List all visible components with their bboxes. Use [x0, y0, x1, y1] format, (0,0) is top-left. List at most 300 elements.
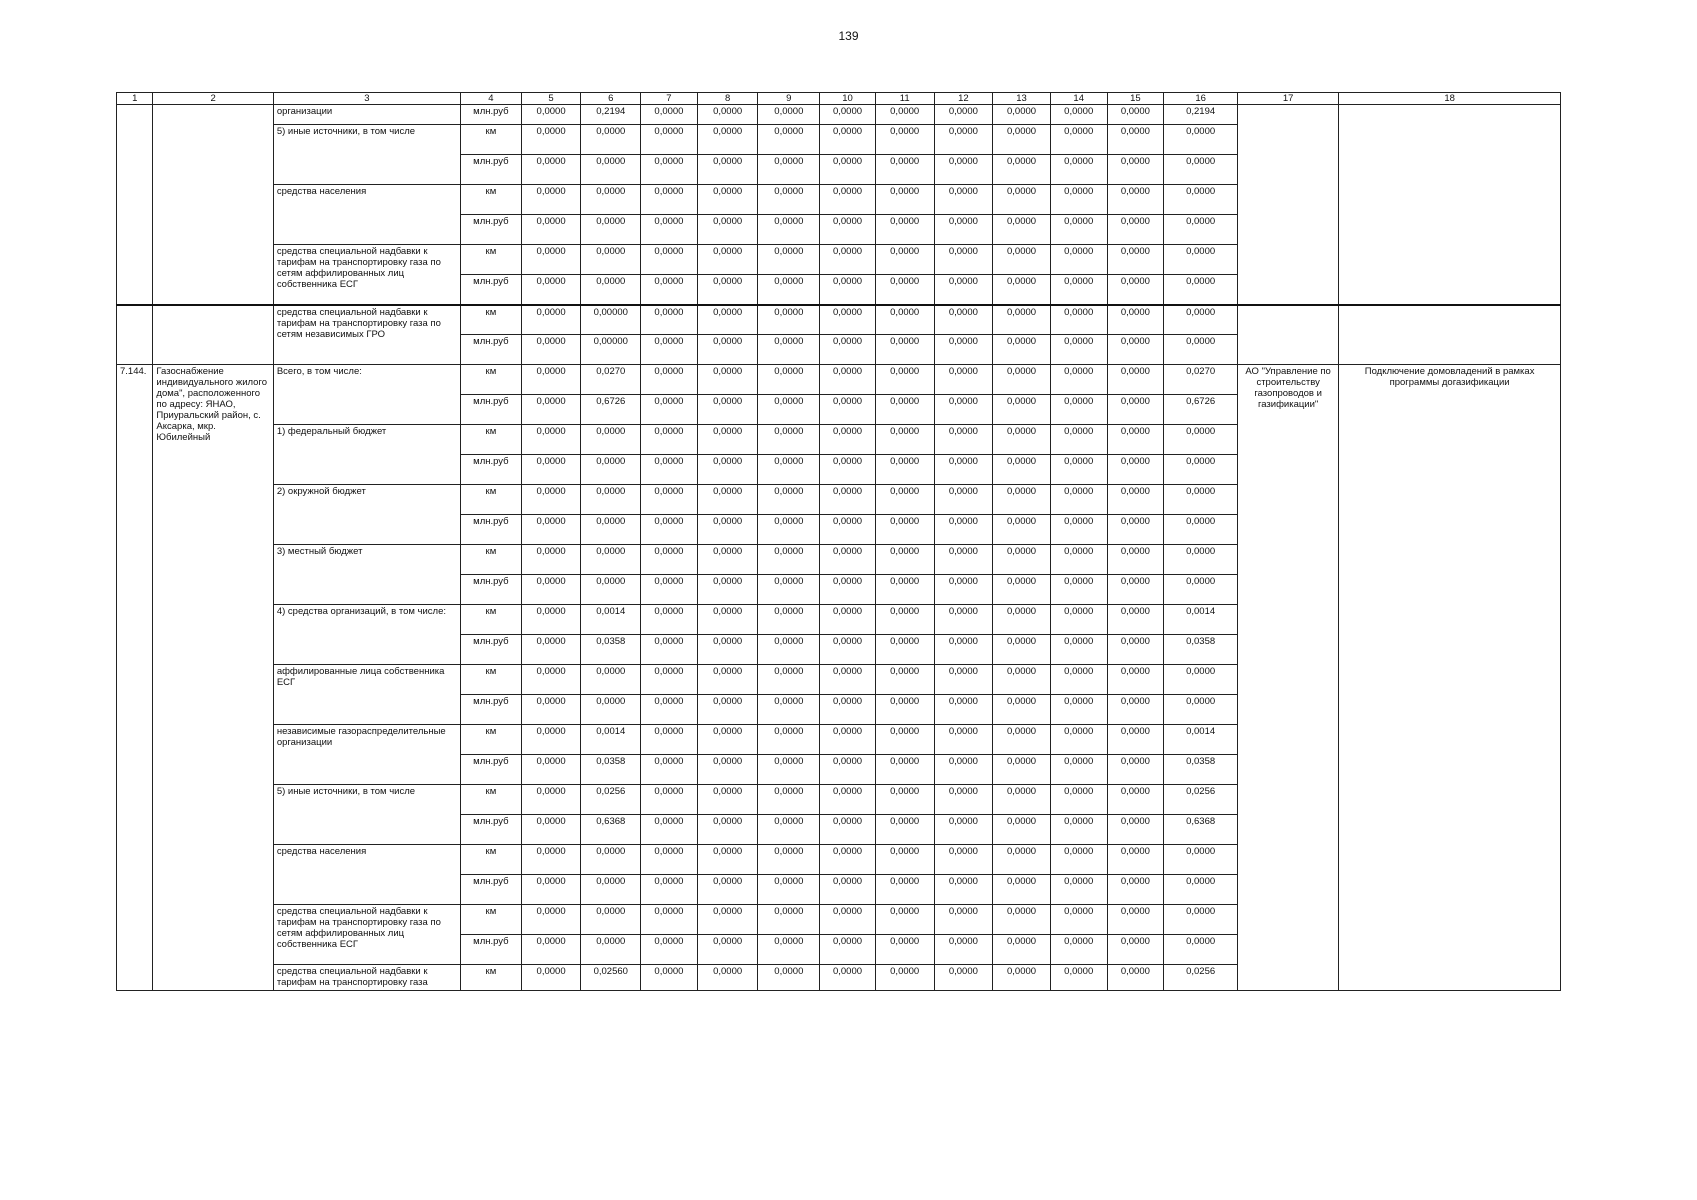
value-cell: 0,0000: [1164, 155, 1238, 185]
value-cell: 0,0000: [1107, 185, 1164, 215]
value-cell: 0,0000: [820, 935, 876, 965]
value-cell: 0,0000: [875, 815, 934, 845]
value-cell: 0,0000: [641, 605, 698, 635]
value-cell: 0,0000: [1164, 545, 1238, 575]
object-name-cell: [153, 105, 273, 305]
value-cell: 0,0000: [993, 485, 1051, 515]
value-cell: 0,0000: [1164, 515, 1238, 545]
value-cell: 0,0000: [581, 575, 641, 605]
value-cell: 0,0000: [1164, 845, 1238, 875]
source-label-cell: средства специальной надбавки к тарифам на транспортировку газа по сетям аффилированных лиц собственника ЕСГ: [273, 905, 460, 965]
value-cell: 0,0000: [875, 245, 934, 275]
value-cell: 0,0000: [697, 905, 758, 935]
value-cell: 0,0000: [993, 245, 1051, 275]
value-cell: 0,0000: [875, 395, 934, 425]
column-number-8: 8: [697, 93, 758, 105]
value-cell: 0,0000: [758, 755, 820, 785]
value-cell: 0,0000: [521, 605, 581, 635]
value-cell: 0,0014: [1164, 725, 1238, 755]
value-cell: 0,0358: [581, 635, 641, 665]
source-label-cell: независимые газораспределительные организации: [273, 725, 460, 785]
row-number-cell: [117, 305, 153, 365]
value-cell: 0,0000: [934, 635, 993, 665]
value-cell: 0,0000: [1107, 845, 1164, 875]
value-cell: 0,0000: [820, 815, 876, 845]
value-cell: 0,0000: [993, 575, 1051, 605]
value-cell: 0,0000: [993, 395, 1051, 425]
value-cell: 0,0000: [758, 695, 820, 725]
value-cell: 0,00000: [581, 335, 641, 365]
value-cell: 0,0000: [875, 105, 934, 125]
value-cell: 0,0000: [521, 305, 581, 335]
value-cell: 0,0000: [1107, 605, 1164, 635]
value-cell: 0,0000: [581, 425, 641, 455]
value-cell: 0,0000: [1107, 245, 1164, 275]
value-cell: 0,0000: [697, 365, 758, 395]
value-cell: 0,0000: [1107, 965, 1164, 991]
source-label-cell: средства специальной надбавки к тарифам на транспортировку газа по сетям аффилированных лиц собственника ЕСГ: [273, 245, 460, 305]
column-number-16: 16: [1164, 93, 1238, 105]
unit-cell: км: [461, 545, 522, 575]
value-cell: 0,0000: [697, 935, 758, 965]
value-cell: 0,0000: [1107, 335, 1164, 365]
value-cell: 0,0000: [993, 215, 1051, 245]
value-cell: 0,0000: [697, 965, 758, 991]
value-cell: 0,0000: [758, 105, 820, 125]
value-cell: 0,0000: [641, 245, 698, 275]
value-cell: 0,0000: [1164, 335, 1238, 365]
value-cell: 0,0000: [993, 965, 1051, 991]
column-number-5: 5: [521, 93, 581, 105]
value-cell: 0,0000: [521, 815, 581, 845]
source-label-cell: средства населения: [273, 845, 460, 905]
value-cell: 0,0000: [697, 275, 758, 305]
value-cell: 0,0000: [934, 905, 993, 935]
note-cell: [1339, 305, 1561, 365]
value-cell: 0,0000: [875, 605, 934, 635]
value-cell: 0,0000: [1107, 365, 1164, 395]
note-cell: Подключение домовладений в рамках программы догазификации: [1339, 365, 1561, 991]
value-cell: 0,0000: [1164, 935, 1238, 965]
value-cell: 0,0000: [1164, 215, 1238, 245]
value-cell: 0,02560: [581, 965, 641, 991]
value-cell: 0,0000: [758, 575, 820, 605]
value-cell: 0,0000: [875, 755, 934, 785]
value-cell: 0,0000: [697, 845, 758, 875]
value-cell: 0,0000: [934, 395, 993, 425]
value-cell: 0,6726: [581, 395, 641, 425]
value-cell: 0,0000: [875, 515, 934, 545]
value-cell: 0,0256: [1164, 965, 1238, 991]
value-cell: 0,0000: [1050, 105, 1107, 125]
value-cell: 0,0000: [641, 425, 698, 455]
value-cell: 0,0000: [521, 455, 581, 485]
unit-cell: км: [461, 605, 522, 635]
value-cell: 0,0000: [934, 815, 993, 845]
value-cell: 0,0000: [993, 785, 1051, 815]
row-number-cell: [117, 105, 153, 305]
value-cell: 0,0000: [875, 905, 934, 935]
unit-cell: млн.руб: [461, 155, 522, 185]
source-label-cell: организации: [273, 105, 460, 125]
value-cell: 0,0000: [875, 785, 934, 815]
value-cell: 0,2194: [581, 105, 641, 125]
value-cell: 0,0000: [521, 635, 581, 665]
value-cell: 0,0000: [934, 605, 993, 635]
value-cell: 0,0358: [1164, 755, 1238, 785]
unit-cell: км: [461, 725, 522, 755]
value-cell: 0,0000: [697, 425, 758, 455]
value-cell: 0,0000: [993, 185, 1051, 215]
value-cell: 0,0000: [758, 245, 820, 275]
table-row: [117, 305, 1561, 335]
value-cell: 0,0000: [875, 695, 934, 725]
value-cell: 0,0000: [934, 105, 993, 125]
value-cell: 0,0000: [521, 905, 581, 935]
value-cell: 0,0000: [641, 155, 698, 185]
column-number-18: 18: [1339, 93, 1561, 105]
value-cell: 0,0000: [641, 815, 698, 845]
value-cell: 0,0000: [875, 125, 934, 155]
value-cell: 0,0000: [820, 515, 876, 545]
value-cell: 0,0000: [1050, 275, 1107, 305]
value-cell: 0,0000: [993, 305, 1051, 335]
value-cell: 0,0000: [641, 965, 698, 991]
value-cell: 0,0000: [1050, 635, 1107, 665]
value-cell: 0,0000: [641, 305, 698, 335]
value-cell: 0,0000: [758, 665, 820, 695]
value-cell: 0,0000: [758, 125, 820, 155]
value-cell: 0,0000: [697, 785, 758, 815]
value-cell: 0,0000: [1107, 725, 1164, 755]
value-cell: 0,0000: [521, 245, 581, 275]
unit-cell: км: [461, 425, 522, 455]
unit-cell: км: [461, 245, 522, 275]
value-cell: 0,0000: [934, 725, 993, 755]
financing-table: [116, 92, 1561, 991]
value-cell: 0,0000: [875, 875, 934, 905]
value-cell: 0,0000: [993, 875, 1051, 905]
value-cell: 0,0270: [581, 365, 641, 395]
unit-cell: км: [461, 845, 522, 875]
value-cell: 0,0000: [697, 395, 758, 425]
value-cell: 0,0000: [758, 635, 820, 665]
value-cell: 0,0000: [1107, 485, 1164, 515]
value-cell: 0,0000: [875, 545, 934, 575]
value-cell: 0,0000: [820, 275, 876, 305]
value-cell: 0,0000: [521, 335, 581, 365]
value-cell: 0,0000: [697, 185, 758, 215]
value-cell: 0,0000: [641, 635, 698, 665]
value-cell: 0,0000: [641, 755, 698, 785]
value-cell: 0,0000: [521, 545, 581, 575]
value-cell: 0,0000: [875, 845, 934, 875]
value-cell: 0,0000: [697, 815, 758, 845]
value-cell: 0,6368: [581, 815, 641, 845]
value-cell: 0,0000: [875, 185, 934, 215]
column-number-15: 15: [1107, 93, 1164, 105]
value-cell: 0,0014: [581, 605, 641, 635]
value-cell: 0,0000: [993, 275, 1051, 305]
value-cell: 0,0000: [934, 245, 993, 275]
source-label-cell: 1) федеральный бюджет: [273, 425, 460, 485]
value-cell: 0,0000: [820, 105, 876, 125]
value-cell: 0,0000: [758, 905, 820, 935]
value-cell: 0,0000: [641, 515, 698, 545]
value-cell: 0,0000: [993, 605, 1051, 635]
value-cell: 0,0000: [875, 455, 934, 485]
unit-cell: млн.руб: [461, 875, 522, 905]
value-cell: 0,0000: [1107, 665, 1164, 695]
value-cell: 0,0000: [521, 515, 581, 545]
value-cell: 0,0000: [1050, 485, 1107, 515]
value-cell: 0,0000: [1164, 185, 1238, 215]
value-cell: 0,0000: [993, 515, 1051, 545]
value-cell: 0,0000: [1164, 875, 1238, 905]
value-cell: 0,0000: [641, 725, 698, 755]
value-cell: 0,0000: [934, 845, 993, 875]
value-cell: 0,0000: [934, 545, 993, 575]
value-cell: 0,0000: [521, 785, 581, 815]
value-cell: 0,0000: [934, 575, 993, 605]
value-cell: 0,0000: [993, 695, 1051, 725]
value-cell: 0,0000: [1164, 275, 1238, 305]
unit-cell: млн.руб: [461, 215, 522, 245]
source-label-cell: 5) иные источники, в том числе: [273, 125, 460, 185]
value-cell: 0,0000: [1107, 105, 1164, 125]
value-cell: 0,0000: [758, 155, 820, 185]
value-cell: 0,0000: [758, 305, 820, 335]
column-number-12: 12: [934, 93, 993, 105]
value-cell: 0,0000: [1050, 515, 1107, 545]
value-cell: 0,0000: [641, 785, 698, 815]
value-cell: 0,0000: [697, 875, 758, 905]
value-cell: 0,0000: [521, 185, 581, 215]
value-cell: 0,0000: [1050, 575, 1107, 605]
value-cell: 0,0000: [875, 635, 934, 665]
source-label-cell: 2) окружной бюджет: [273, 485, 460, 545]
value-cell: 0,0000: [641, 275, 698, 305]
value-cell: 0,0000: [641, 695, 698, 725]
value-cell: 0,0000: [993, 905, 1051, 935]
value-cell: 0,0000: [820, 845, 876, 875]
source-label-cell: 4) средства организаций, в том числе:: [273, 605, 460, 665]
value-cell: 0,0000: [581, 845, 641, 875]
object-name-cell: Газоснабжение индивидуального жилого дома", расположенного по адресу: ЯНАО, Приуральский район, с. Аксарка, мкр. Юбилейный: [153, 365, 273, 991]
value-cell: 0,0000: [820, 335, 876, 365]
value-cell: 0,0000: [820, 395, 876, 425]
column-number-10: 10: [820, 93, 876, 105]
value-cell: 0,0000: [875, 575, 934, 605]
value-cell: 0,0000: [1107, 305, 1164, 335]
value-cell: 0,0000: [934, 875, 993, 905]
column-number-14: 14: [1050, 93, 1107, 105]
value-cell: 0,0000: [993, 665, 1051, 695]
value-cell: 0,0000: [993, 455, 1051, 485]
value-cell: 0,0000: [521, 755, 581, 785]
unit-cell: млн.руб: [461, 755, 522, 785]
value-cell: 0,0000: [581, 875, 641, 905]
value-cell: 0,0000: [934, 485, 993, 515]
page-number: 139: [838, 29, 859, 43]
value-cell: 0,6726: [1164, 395, 1238, 425]
value-cell: 0,0358: [581, 755, 641, 785]
value-cell: 0,0000: [875, 305, 934, 335]
value-cell: 0,0000: [1050, 785, 1107, 815]
value-cell: 0,0000: [1164, 485, 1238, 515]
unit-cell: км: [461, 365, 522, 395]
value-cell: 0,0000: [697, 125, 758, 155]
unit-cell: млн.руб: [461, 815, 522, 845]
value-cell: 0,0000: [581, 695, 641, 725]
value-cell: 0,0000: [993, 845, 1051, 875]
value-cell: 0,0000: [581, 545, 641, 575]
value-cell: 0,0000: [1050, 875, 1107, 905]
value-cell: 0,0000: [875, 155, 934, 185]
value-cell: 0,0000: [1107, 155, 1164, 185]
value-cell: 0,0000: [993, 365, 1051, 395]
value-cell: 0,0000: [697, 335, 758, 365]
value-cell: 0,0000: [521, 665, 581, 695]
value-cell: 0,0000: [1164, 575, 1238, 605]
value-cell: 0,0270: [1164, 365, 1238, 395]
value-cell: 0,0000: [1164, 665, 1238, 695]
table-row: [117, 365, 1561, 395]
value-cell: 0,0000: [521, 105, 581, 125]
source-label-cell: аффилированные лица собственника ЕСГ: [273, 665, 460, 725]
value-cell: 0,0000: [1164, 245, 1238, 275]
value-cell: 0,0000: [521, 845, 581, 875]
value-cell: 0,0000: [581, 455, 641, 485]
value-cell: 0,0000: [820, 545, 876, 575]
value-cell: 0,0000: [1107, 695, 1164, 725]
value-cell: 0,0000: [820, 485, 876, 515]
value-cell: 0,0000: [1107, 575, 1164, 605]
value-cell: 0,0000: [641, 335, 698, 365]
value-cell: 0,0000: [820, 905, 876, 935]
value-cell: 0,0014: [1164, 605, 1238, 635]
value-cell: 0,0000: [521, 125, 581, 155]
value-cell: 0,0256: [1164, 785, 1238, 815]
value-cell: 0,0000: [758, 845, 820, 875]
value-cell: 0,0000: [641, 105, 698, 125]
unit-cell: км: [461, 185, 522, 215]
value-cell: 0,0000: [1050, 455, 1107, 485]
value-cell: 0,0000: [581, 665, 641, 695]
value-cell: 0,0000: [820, 695, 876, 725]
source-label-cell: средства населения: [273, 185, 460, 245]
value-cell: 0,0000: [697, 455, 758, 485]
value-cell: 0,0000: [697, 725, 758, 755]
column-number-3: 3: [273, 93, 460, 105]
value-cell: 0,0000: [581, 125, 641, 155]
value-cell: 0,0000: [1050, 845, 1107, 875]
value-cell: 0,0000: [581, 185, 641, 215]
unit-cell: км: [461, 905, 522, 935]
value-cell: 0,0000: [934, 305, 993, 335]
value-cell: 0,0000: [1050, 965, 1107, 991]
value-cell: 0,0000: [934, 335, 993, 365]
value-cell: 0,0000: [1050, 665, 1107, 695]
value-cell: 0,0000: [758, 965, 820, 991]
source-label-cell: 3) местный бюджет: [273, 545, 460, 605]
value-cell: 0,0000: [1164, 455, 1238, 485]
unit-cell: км: [461, 785, 522, 815]
value-cell: 0,0000: [875, 725, 934, 755]
value-cell: 0,0000: [758, 185, 820, 215]
value-cell: 0,0000: [1050, 245, 1107, 275]
value-cell: 0,0000: [697, 545, 758, 575]
source-label-cell: Всего, в том числе:: [273, 365, 460, 425]
value-cell: 0,0000: [1107, 755, 1164, 785]
value-cell: 0,0000: [521, 965, 581, 991]
value-cell: 0,0000: [1050, 365, 1107, 395]
value-cell: 0,0000: [697, 695, 758, 725]
value-cell: 0,0000: [697, 215, 758, 245]
value-cell: 0,0000: [993, 935, 1051, 965]
executor-cell: [1238, 105, 1339, 305]
value-cell: 0,0000: [521, 425, 581, 455]
value-cell: 0,0014: [581, 725, 641, 755]
value-cell: 0,0000: [641, 845, 698, 875]
value-cell: 0,0000: [1050, 125, 1107, 155]
value-cell: 0,0000: [934, 755, 993, 785]
column-number-13: 13: [993, 93, 1051, 105]
object-name-cell: [153, 305, 273, 365]
value-cell: 0,0000: [934, 785, 993, 815]
value-cell: 0,0000: [1107, 395, 1164, 425]
value-cell: 0,0000: [641, 395, 698, 425]
value-cell: 0,0000: [993, 125, 1051, 155]
value-cell: 0,0000: [581, 155, 641, 185]
value-cell: 0,0000: [934, 215, 993, 245]
value-cell: 0,0000: [993, 755, 1051, 785]
value-cell: 0,0000: [934, 515, 993, 545]
value-cell: 0,0000: [758, 605, 820, 635]
value-cell: 0,0000: [758, 335, 820, 365]
value-cell: 0,0000: [820, 215, 876, 245]
value-cell: 0,0000: [820, 965, 876, 991]
value-cell: 0,0000: [1107, 785, 1164, 815]
unit-cell: млн.руб: [461, 335, 522, 365]
value-cell: 0,0000: [697, 105, 758, 125]
value-cell: 0,0000: [934, 425, 993, 455]
value-cell: 0,0000: [993, 815, 1051, 845]
value-cell: 0,0000: [521, 395, 581, 425]
source-label-cell: 5) иные источники, в том числе: [273, 785, 460, 845]
value-cell: 0,0000: [1050, 605, 1107, 635]
unit-cell: км: [461, 965, 522, 991]
value-cell: 0,0000: [758, 515, 820, 545]
value-cell: 0,0000: [581, 485, 641, 515]
value-cell: 0,0000: [1050, 905, 1107, 935]
value-cell: 0,0000: [581, 275, 641, 305]
value-cell: 0,0000: [993, 155, 1051, 185]
value-cell: 0,0000: [1050, 335, 1107, 365]
value-cell: 0,0000: [820, 245, 876, 275]
unit-cell: млн.руб: [461, 515, 522, 545]
unit-cell: км: [461, 305, 522, 335]
value-cell: 0,0000: [697, 755, 758, 785]
value-cell: 0,0000: [875, 425, 934, 455]
value-cell: 0,0000: [1107, 515, 1164, 545]
unit-cell: млн.руб: [461, 935, 522, 965]
value-cell: 0,0000: [1107, 545, 1164, 575]
value-cell: 0,0000: [581, 905, 641, 935]
value-cell: 0,0000: [581, 215, 641, 245]
row-number-cell: 7.144.: [117, 365, 153, 991]
value-cell: 0,0000: [641, 485, 698, 515]
